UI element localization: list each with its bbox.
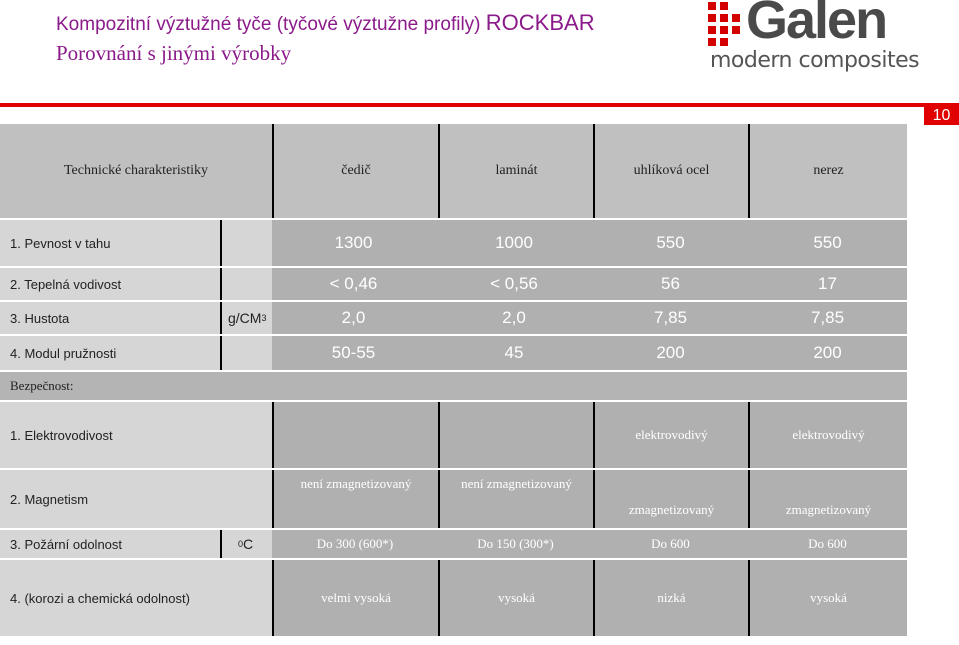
section-label: Bezpečnost: (0, 372, 907, 400)
value-cell: zmagnetizovaný (748, 470, 907, 528)
value-cell: < 0,46 (272, 268, 435, 300)
unit-superscript: 3 (261, 313, 267, 323)
header-cell: uhlíková ocel (593, 124, 748, 218)
row-label: 3. Hustota (0, 302, 220, 334)
comparison-table (0, 124, 907, 636)
table-row (0, 530, 907, 560)
value-cell: 45 (435, 336, 593, 370)
logo-mark-icon (708, 2, 742, 46)
unit-superscript: 0 (238, 539, 244, 549)
value-cell: vysoká (748, 560, 907, 636)
unit-cell (220, 268, 272, 300)
slide-subtitle: Porovnání s jinými výrobky (56, 41, 292, 65)
logo-subtitle: modern composites (710, 48, 920, 73)
row-label: 4. (korozi a chemická odolnost) (0, 560, 272, 636)
value-cell: 200 (593, 336, 748, 370)
value-cell: Do 600 (593, 530, 748, 558)
section-row (0, 372, 907, 402)
header-cell: Technické charakteristiky (0, 124, 272, 218)
value-cell: není zmagnetizovaný (272, 470, 438, 528)
page-number: 10 (924, 106, 959, 125)
value-cell: nizká (593, 560, 748, 636)
slide-title-text: Kompozitní výztužné tyče (tyčové výztužne profily) (56, 14, 481, 35)
table-row (0, 402, 907, 470)
row-label: 4. Modul pružnosti (0, 336, 220, 370)
value-cell: 2,0 (272, 302, 435, 334)
value-cell: Do 600 (748, 530, 907, 558)
brand-name: ROCKBAR (485, 10, 595, 35)
unit-cell (220, 220, 272, 266)
value-cell: 7,85 (593, 302, 748, 334)
value-cell (272, 402, 438, 468)
value-cell: 2,0 (435, 302, 593, 334)
value-cell: zmagnetizovaný (593, 470, 748, 528)
accent-bar (0, 103, 959, 107)
galen-logo (708, 0, 920, 80)
value-cell: 1300 (272, 220, 435, 266)
value-cell: vysoká (438, 560, 593, 636)
value-cell: elektrovodivý (593, 402, 748, 468)
unit-cell (220, 530, 272, 558)
row-label: 2. Magnetism (0, 470, 272, 528)
value-cell: Do 300 (600*) (272, 530, 438, 558)
value-cell: 50-55 (272, 336, 435, 370)
unit-text: C (243, 536, 254, 552)
value-cell: Do 150 (300*) (438, 530, 593, 558)
table-row (0, 302, 907, 336)
header-cell: laminát (438, 124, 593, 218)
unit-cell (220, 302, 272, 334)
row-label: 2. Tepelná vodivost (0, 268, 220, 300)
value-cell: < 0,56 (435, 268, 593, 300)
header-cell: nerez (748, 124, 907, 218)
value-cell: 550 (748, 220, 907, 266)
table-row (0, 220, 907, 268)
value-cell: 56 (593, 268, 748, 300)
table-row (0, 336, 907, 372)
value-cell: 17 (748, 268, 907, 300)
table-header-row (0, 124, 907, 220)
value-cell (438, 402, 593, 468)
table-row (0, 268, 907, 302)
row-label: 1. Elektrovodivost (0, 402, 272, 468)
value-cell: není zmagnetizovaný (438, 470, 593, 528)
header-cell: čedič (272, 124, 438, 218)
value-cell: 200 (748, 336, 907, 370)
table-row (0, 560, 907, 636)
value-cell: 550 (593, 220, 748, 266)
value-cell: elektrovodivý (748, 402, 907, 468)
value-cell: velmi vysoká (272, 560, 438, 636)
row-label: 1. Pevnost v tahu (0, 220, 220, 266)
slide-title (56, 10, 595, 36)
value-cell: 1000 (435, 220, 593, 266)
value-cell: 7,85 (748, 302, 907, 334)
logo-word: Galen (746, 0, 887, 50)
unit-text: g/CM (228, 310, 262, 326)
table-row (0, 470, 907, 530)
unit-cell (220, 336, 272, 370)
row-label: 3. Požární odolnost (0, 530, 220, 558)
